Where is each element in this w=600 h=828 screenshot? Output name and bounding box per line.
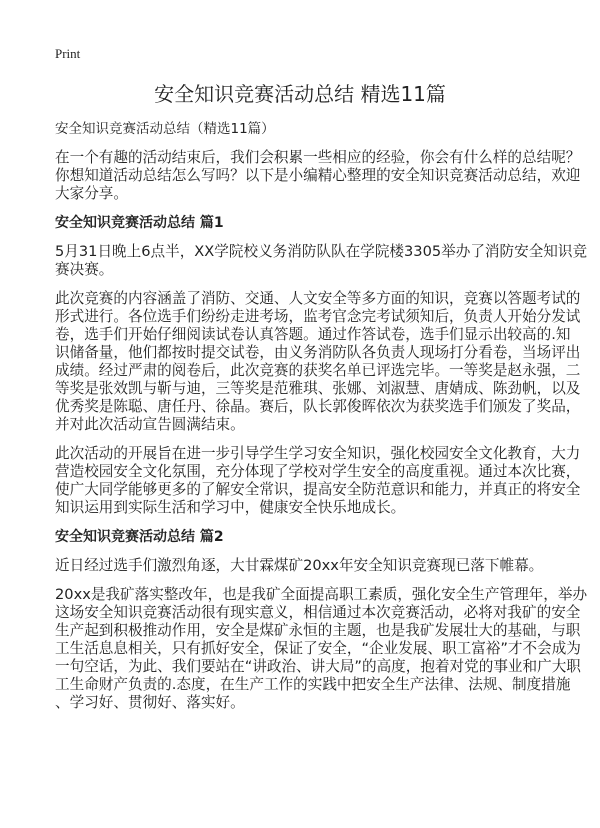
text-line: 赛决赛。 (55, 261, 114, 278)
text-line: 优秀奖是陈聪、唐任丹、徐晶。赛后，队长郭俊晖依次为获奖选手们颁发了奖品， (55, 398, 581, 415)
text-line: 大家分享。 (55, 185, 128, 202)
text-line: 近日经过选手们激烈角逐，大甘霖煤矿20xx年安全知识竞赛现已落下帷幕。 (55, 557, 544, 574)
text-line: 工生活息息相关，只有抓好安全，保证了安全，“企业发展、职工富裕”才不会成为 (55, 640, 581, 657)
section-heading-2: 安全知识竞赛活动总结 篇2 (55, 529, 224, 545)
paragraph (55, 586, 588, 712)
text-line: 、学习好、贯彻好、落实好。 (55, 694, 245, 711)
text-line: 知识运用到实际生活和学习中，健康安全快乐地成长。 (55, 499, 406, 516)
text-line: 卷，选手们开始仔细阅读试卷认真答题。通过作答试卷，选手们显示出较高的.知 (55, 326, 571, 343)
paragraph (55, 290, 580, 434)
text-line: 这场安全知识竞赛活动很有现实意义，相信通过本次竞赛活动，必将对我矿的安全 (55, 604, 581, 621)
text-line: 生产起到积极推动作用，安全是煤矿永恒的主题，也是我矿发展壮大的基础，与职 (55, 622, 581, 639)
text-line: 在一个有趣的活动结束后，我们会积累一些相应的经验，你会有什么样的总结呢？ (55, 149, 581, 166)
subtitle: 安全知识竞赛活动总结（精选11篇） (55, 121, 275, 137)
text-line: 此次竞赛的内容涵盖了消防、交通、人文安全等多方面的知识，竞赛以答题考试的 (55, 290, 581, 307)
text-line: 工生命财产负责的.态度，在生产工作的实践中把安全生产法律、法规、制度措施 (55, 676, 571, 693)
print-link[interactable]: Print (55, 46, 81, 61)
text-line: 20xx是我矿落实整改年，也是我矿全面提高职工素质，强化安全生产管理年，举办 (55, 586, 588, 603)
text-line: 此次活动的开展旨在进一步引导学生学习安全知识，强化校园安全文化教育，大力 (55, 445, 581, 462)
text-line: 使广大同学能够更多的了解安全常识，提高安全防范意识和能力，并真正的将安全 (55, 481, 581, 498)
paragraph (55, 445, 580, 517)
text-line: 一句空话，为此、我们要站在“讲政治、讲大局”的高度，抱着对党的事业和广大职 (55, 658, 581, 675)
paragraph (55, 557, 580, 575)
text-line: 营造校园安全文化氛围，充分体现了学校对学生安全的高度重视。通过本次比赛， (55, 463, 581, 480)
text-line: 并对此次活动宣告圆满结束。 (55, 416, 245, 433)
text-line: 你想知道活动总结怎么写吗？以下是小编精心整理的安全知识竞赛活动总结，欢迎 (55, 167, 581, 184)
document-title: 安全知识竞赛活动总结 精选11篇 (154, 82, 446, 106)
text-line: 形式进行。各位选手们纷纷走进考场，监考官念完考试须知后，负责人开始分发试 (55, 308, 581, 325)
text-line: 等奖是张效凯与靳与迪，三等奖是范雅琪、张娜、刘淑慧、唐婧成、陈劲帆，以及 (55, 380, 581, 397)
text-line: 5月31日晚上6点半，XX学院校义务消防队队在学院楼3305举办了消防安全知识竞 (55, 243, 588, 260)
text-line: 成绩。经过严肃的阅卷后，此次竞赛的获奖名单已评选完毕。一等奖是赵永强，二 (55, 362, 581, 379)
paragraph (55, 243, 588, 279)
text-line: 识储备量，他们都按时提交试卷，由义务消防队各负责人现场打分看卷，当场评出 (55, 344, 581, 361)
intro-paragraph (55, 149, 580, 203)
section-heading-1: 安全知识竞赛活动总结 篇1 (55, 215, 224, 231)
